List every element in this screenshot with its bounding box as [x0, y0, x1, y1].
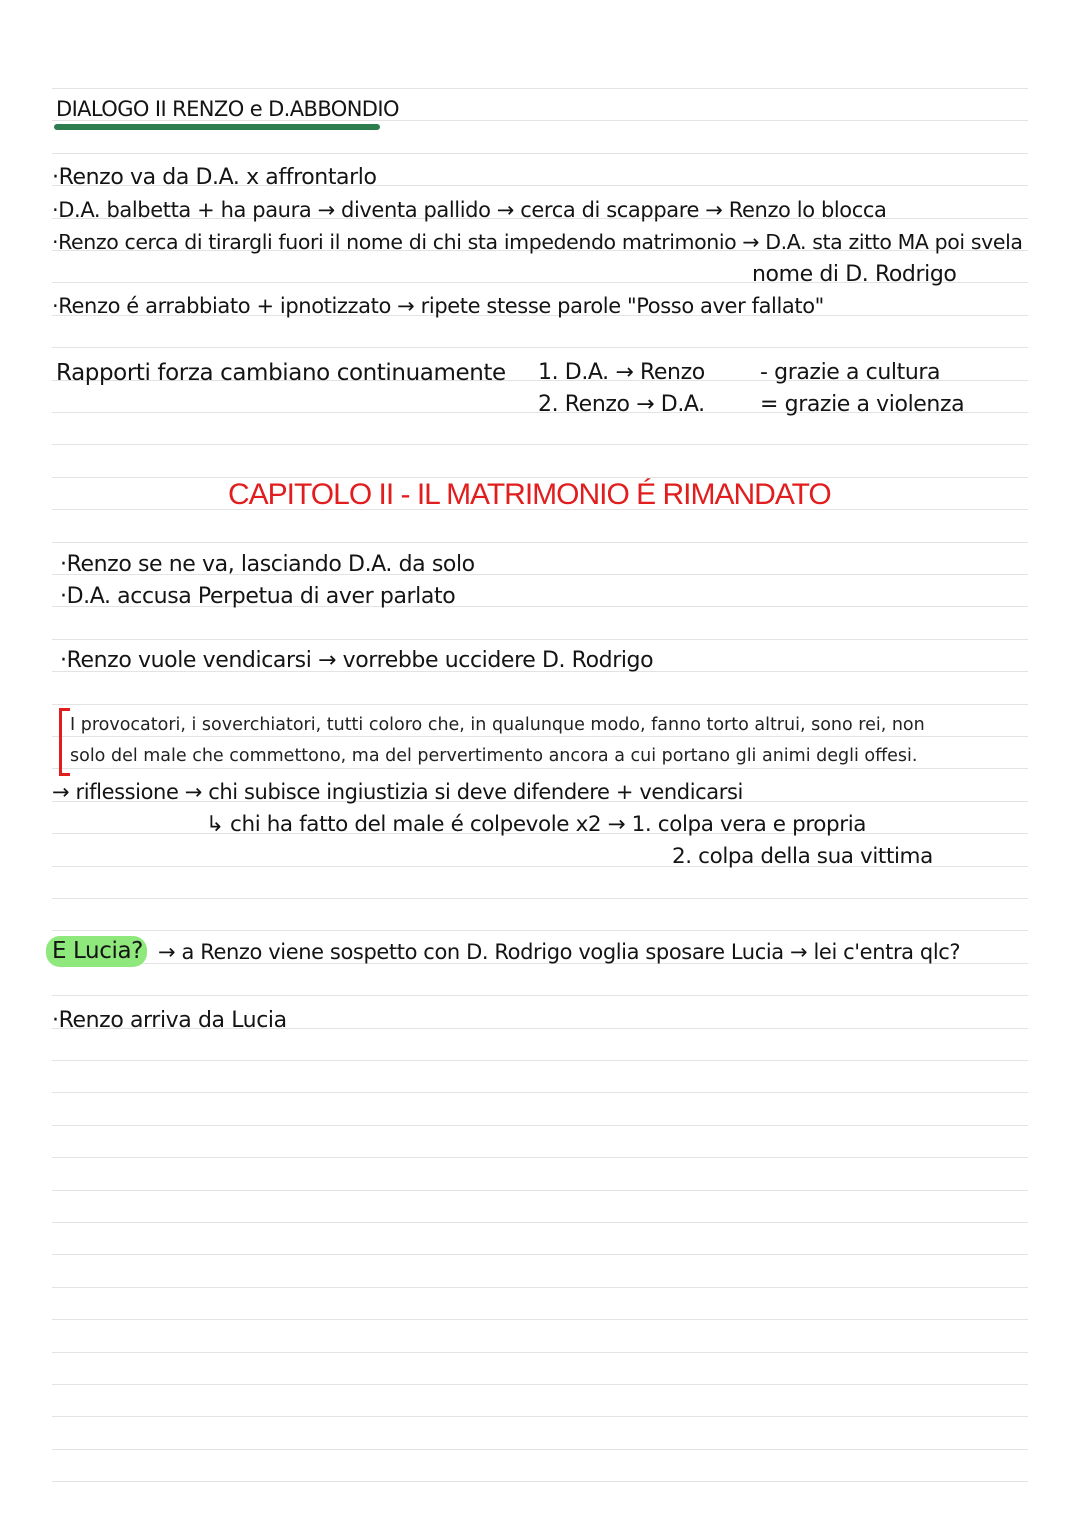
bullet-renzo-cerca: ·Renzo cerca di tirargli fuori il nome di chi sta impedendo matrimonio → D.A. sta zitto MA poi svela [52, 230, 1023, 254]
ruled-line [52, 1416, 1028, 1417]
page-title: DIALOGO II RENZO e D.ABBONDIO [56, 97, 399, 121]
ruled-line [52, 1092, 1028, 1093]
title-underline [54, 124, 380, 130]
ruled-line [52, 347, 1028, 348]
bullet-da-balbetta: ·D.A. balbetta + ha paura → diventa pallido → cerca di scappare → Renzo lo blocca [52, 198, 887, 222]
bullet-renzo-vendicarsi: ·Renzo vuole vendicarsi → vorrebbe uccidere D. Rodrigo [60, 648, 654, 673]
riflessione-line-3: 2. colpa della sua vittima [672, 844, 933, 869]
ruled-line [52, 444, 1028, 445]
bullet-renzo-se-ne-va: ·Renzo se ne va, lasciando D.A. da solo [60, 552, 475, 577]
ruled-line [52, 1254, 1028, 1255]
ruled-line [52, 930, 1028, 931]
ruled-line [52, 542, 1028, 543]
rapporti-label: Rapporti forza cambiano continuamente [56, 360, 506, 386]
riflessione-line-1: → riflessione → chi subisce ingiustizia si deve difendere + vendicarsi [52, 780, 743, 804]
ruled-line [52, 1319, 1028, 1320]
ruled-line [52, 1157, 1028, 1158]
ruled-line [52, 1481, 1028, 1482]
ruled-line [52, 1287, 1028, 1288]
quote-line-1: I provocatori, i soverchiatori, tutti coloro che, in qualunque modo, fanno torto altrui, sono rei, non [70, 715, 925, 735]
bullet-renzo-va: ·Renzo va da D.A. x affrontarlo [52, 165, 377, 190]
ruled-line [52, 1125, 1028, 1126]
ruled-line [52, 704, 1028, 705]
lucia-question: E Lucia? [52, 938, 143, 964]
ruled-line [52, 153, 1028, 154]
quote-bracket [59, 708, 70, 776]
ruled-line [52, 1222, 1028, 1223]
rapporti-line-2: 2. Renzo → D.A. [538, 392, 705, 417]
ruled-line [52, 1352, 1028, 1353]
ruled-line [52, 88, 1028, 89]
ruled-line [52, 898, 1028, 899]
ruled-line [52, 639, 1028, 640]
bullet-renzo-arriva: ·Renzo arriva da Lucia [52, 1008, 287, 1033]
bullet-da-accusa: ·D.A. accusa Perpetua di aver parlato [60, 584, 456, 609]
ruled-line [52, 1060, 1028, 1061]
ruled-line [52, 995, 1028, 996]
rapporti-note-1: - grazie a cultura [760, 360, 941, 385]
lucia-text: → a Renzo viene sospetto con D. Rodrigo voglia sposare Lucia → lei c'entra qlc? [158, 940, 961, 964]
bullet-renzo-arrabbiato: ·Renzo é arrabbiato + ipnotizzato → ripete stesse parole "Posso aver fallato" [52, 294, 824, 318]
ruled-line [52, 1384, 1028, 1385]
rapporti-note-2: = grazie a violenza [760, 392, 965, 417]
ruled-line [52, 1190, 1028, 1191]
bullet-renzo-cerca-cont: nome di D. Rodrigo [752, 262, 957, 287]
chapter-title: CAPITOLO II - IL MATRIMONIO É RIMANDATO [228, 478, 831, 511]
ruled-line [52, 1449, 1028, 1450]
quote-line-2: solo del male che commettono, ma del pervertimento ancora a cui portano gli animi degli offesi. [70, 746, 918, 766]
riflessione-line-2: ↳ chi ha fatto del male é colpevole x2 → 1. colpa vera e propria [206, 812, 867, 837]
rapporti-line-1: 1. D.A. → Renzo [538, 360, 705, 385]
